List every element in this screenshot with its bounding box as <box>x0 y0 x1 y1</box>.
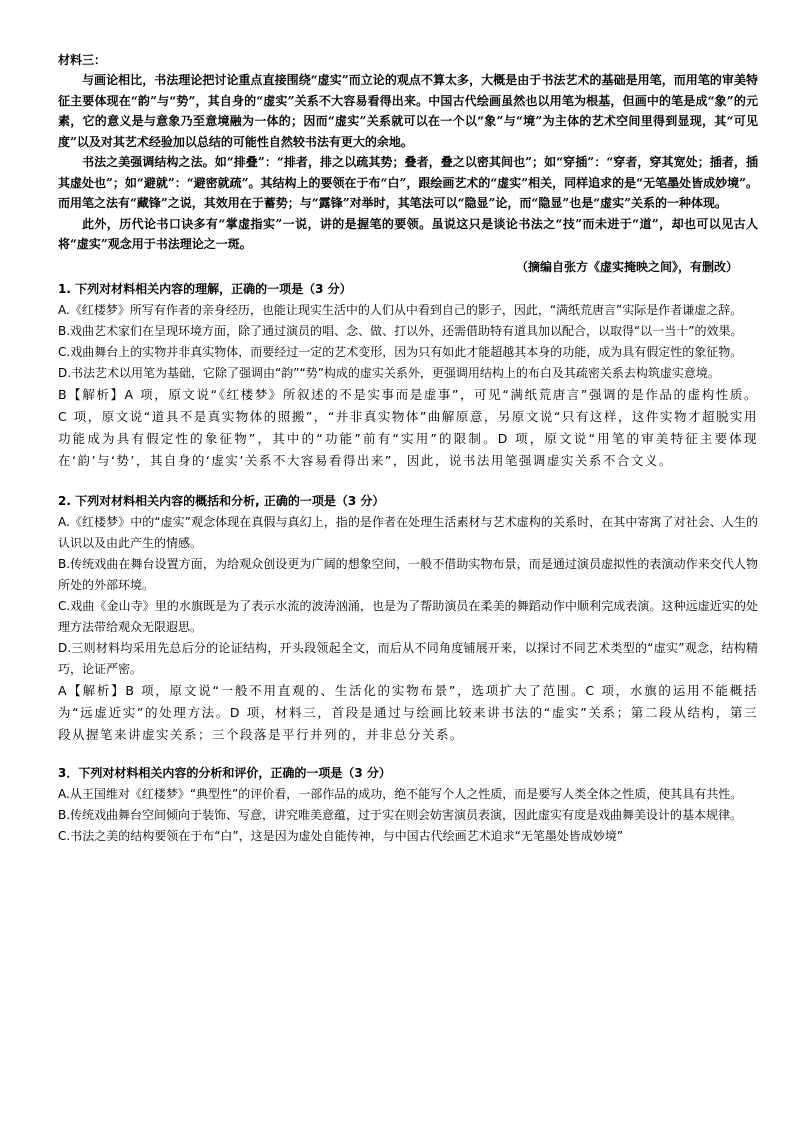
option-b: B.戏曲艺术家们在呈现环境方面，除了通过演员的唱、念、做、打以外，还需借助特有道具加以配合，以取得“以一当十”的效果。 <box>58 323 743 338</box>
question-heading: 3．下列对材料相关内容的分析和评价，正确的一项是（3 分） <box>58 765 391 780</box>
material-title: 材料三： <box>58 53 107 67</box>
option-d: D.三则材料均采用先总后分的论证结构，开头段领起全文，而后从不同角度铺展开来，以探讨不同艺术类型的“虚实”观念，结构精巧，论证严密。 <box>58 640 758 676</box>
spacer <box>58 472 758 490</box>
option-c: C.书法之美的结构要领在于布“白”，这是因为虚处自能传神，与中国古代绘画艺术追求“无笔墨处皆成妙境” <box>58 828 624 843</box>
option-c: C.戏曲舞台上的实物并非真实物体，而要经过一定的艺术变形，因为只有如此才能超越其本身的功能，成为具有假定性的象征物。 <box>58 344 743 359</box>
answer-analysis: A【解析】B 项，原文说“一般不用直观的、生活化的实物布景”，选项扩大了范围。C 项，水旗的运用不能概括为“远虚近实”的处理方法。D 项，材料三，首段是通过与绘画比较来讲书法的“虚实”关系；第二段从结构，第三段从握笔来讲虚实关系；三个段落是平行并列的，并非总分关系。 <box>58 682 758 742</box>
material-three <box>58 50 758 278</box>
material-paragraph: 与画论相比，书法理论把讨论重点直接围绕“虚实”而立论的观点不算太多，大概是由于书法艺术的基础是用笔，而用笔的审美特征主要体现在“韵”与“势”，其自身的“虚实”关系不大容易看得出来。中国古代绘画虽然也以用笔为根基，但画中的笔是成“象”的元素，它的意义是与意象乃至意境融为一体的；因而“虚实”关系就可以在一个以“象”与“境”为主体的艺术空间里得到显现，其“可见度”以及对其艺术经验加以总结的可能性自然较书法有更大的余地。 <box>58 73 758 149</box>
answer-analysis: B【解析】A 项，原文说“《红楼梦》所叙述的不是实事而是虚事”，可见“满纸荒唐言”强调的是作品的虚构性质。C 项，原文说“道具不是真实物体的照搬”，“并非真实物体”曲解原意，另原文说“只有这样，这件实物才超脱实用功能成为具有假定性的象征物”，其中的“功能”前有“实用”的限制。D 项，原文说“用笔的审美特征主要体现在‘韵’与‘势’，其自身的‘虚实’关系不大容易看得出来”，因此，说书法用笔强调虚实关系不合文义。 <box>58 386 758 468</box>
question-1 <box>58 278 758 472</box>
option-a: A.从王国维对《红楼梦》“典型性”的评价看，一部作品的成功，绝不能写个人之性质，而是要写人类全体之性质，使其具有共性。 <box>58 786 743 801</box>
option-d: D.书法艺术以用笔为基础，它除了强调由“韵”“势”构成的虚实关系外，更强调用结构上的布白及其疏密关系去构筑虚实意境。 <box>58 365 720 380</box>
option-c: C.戏曲《金山寺》里的水旗既是为了表示水流的波涛汹涌，也是为了帮助演员在柔美的舞蹈动作中顺利完成表演。这种远虚近实的处理方法带给观众无限遐思。 <box>58 598 758 634</box>
question-3 <box>58 762 758 847</box>
option-b: B.传统戏曲在舞台设置方面，为给观众创设更为广阔的想象空间，一般不借助实物布景，而是通过演员虚拟性的表演动作来交代人物所处的外部环境。 <box>58 556 758 592</box>
material-paragraph: 书法之美强调结构之法。如“排叠”：“排者，排之以疏其势；叠者，叠之以密其间也”；如“穿插”：“穿者，穿其宽处；插者，插其虚处也”；如“避就”：“避密就疏”。其结构上的要领在于布“白”，跟绘画艺术的“虚实”相关，同样追求的是“无笔墨处皆成妙境”。而用笔之法有“藏锋”之说，其效用在于蓄势；与“露锋”对举时，其笔法可以“隐显”论，而“隐显”也是“虚实”关系的一种体现。 <box>58 155 758 210</box>
material-paragraph: 此外，历代论书口诀多有“掌虚指实”一说，讲的是握笔的要领。虽说这只是谈论书法之“技”而未进于“道”，却也可以见古人将“虚实”观念用于书法理论之一斑。 <box>58 216 758 251</box>
material-source: （摘编自张方《虚实掩映之间》，有删改） <box>515 259 738 274</box>
question-heading: 2. 下列对材料相关内容的概括和分析, 正确的一项是（3 分） <box>58 493 385 508</box>
option-a: A.《红楼梦》所写有作者的亲身经历，也能让现实生活中的人们从中看到自己的影子，因此，“满纸荒唐言”实际是作者谦虚之辞。 <box>58 302 743 317</box>
question-2 <box>58 490 758 746</box>
option-b: B.传统戏曲舞台空间倾向于装饰、写意，讲究唯美意蕴，过于实在则会妨害演员表演，因此虚实有度是戏曲舞美设计的基本规律。 <box>58 807 743 822</box>
option-a: A.《红楼梦》中的“虚实”观念体现在真假与真幻上，指的是作者在处理生活素材与艺术虚构的关系时，在其中寄寓了对社会、人生的认识以及由此产生的情感。 <box>58 514 758 550</box>
question-heading: 1. 下列对材料相关内容的理解，正确的一项是（3 分） <box>58 281 352 296</box>
spacer <box>58 746 758 762</box>
